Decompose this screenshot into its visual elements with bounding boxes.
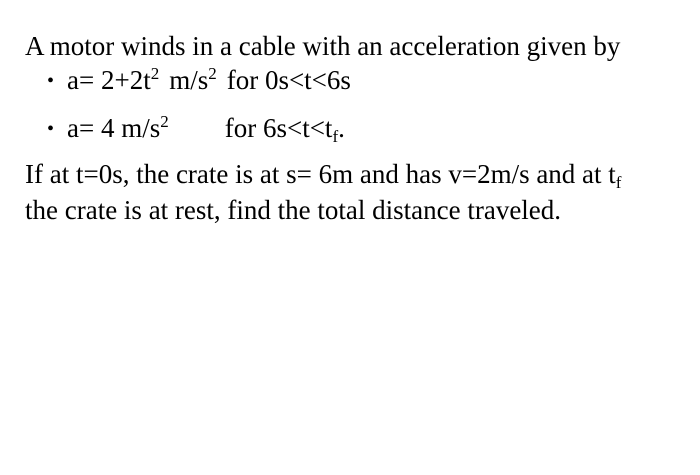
acceleration-case-2 (47, 112, 345, 147)
question-line-1-text: If at t=0s, the crate is at s= 6m and has v=2m/s and at t (25, 159, 616, 189)
question-line-2: the crate is at rest, find the total distance traveled. (25, 195, 562, 225)
case1-condition: for 0s<t<6s (226, 65, 351, 95)
acceleration-case-1 (47, 64, 351, 99)
case2-condition-suffix: . (338, 113, 345, 143)
intro-text: A motor winds in a cable with an acceleration given by (25, 31, 621, 61)
case2-exponent: 2 (160, 112, 169, 131)
case1-unit: m/s (169, 65, 209, 95)
bullet-icon: • (47, 118, 55, 140)
case1-exponent-1: 2 (150, 64, 160, 83)
question-line-1-subscript: f (615, 173, 622, 192)
case1-equation-prefix: a= 2+2t (67, 65, 151, 95)
bullet-icon: • (47, 70, 55, 92)
case2-equation: a= 4 m/s (67, 113, 161, 143)
question-line-1 (25, 158, 621, 190)
case2-condition-subscript: f (332, 127, 339, 146)
case2-condition: for 6s<t<t (224, 113, 333, 143)
case1-exponent-2: 2 (208, 64, 217, 83)
